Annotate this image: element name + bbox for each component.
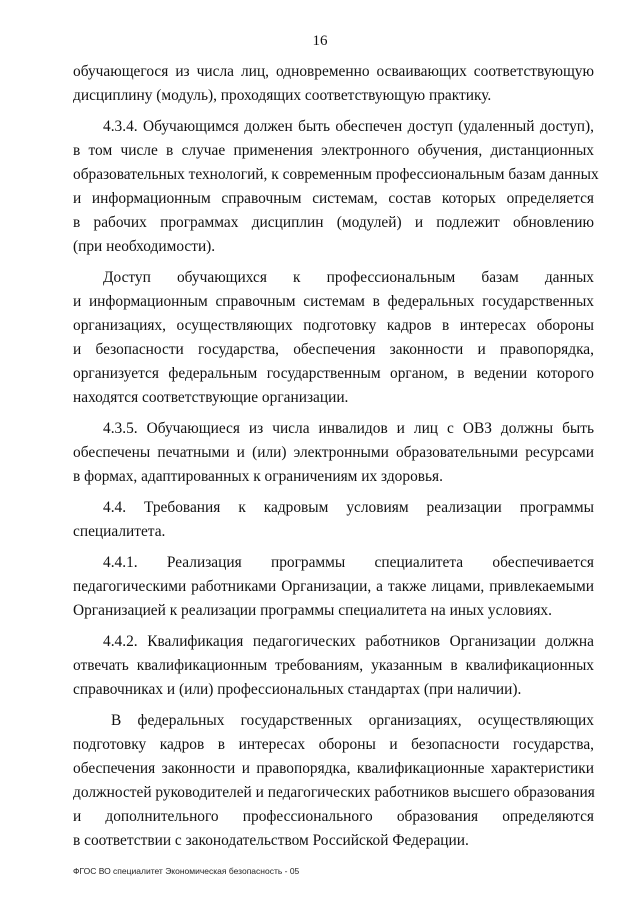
text-line: педагогическими работниками Организации, а также лицами, привлекаемыми bbox=[73, 578, 594, 595]
text-line: в рабочих программах дисциплин (модулей) и подлежит обновлению bbox=[73, 214, 594, 231]
text-line: образовательных технологий, к современным профессиональным базам данных bbox=[73, 166, 599, 183]
page-footer: ФГОС ВО специалитет Экономическая безопасность - 05 bbox=[73, 866, 300, 876]
section-heading-line: 4.4. Требования к кадровым условиям реализации программы bbox=[103, 499, 594, 516]
text-line: (при необходимости). bbox=[73, 238, 216, 255]
text-line: дисциплину (модуль), проходящих соответствующую практику. bbox=[73, 87, 492, 104]
paragraph-access bbox=[73, 266, 594, 410]
text-line: В федеральных государственных организациях, осуществляющих bbox=[111, 712, 594, 729]
text-line: 4.3.5. Обучающиеся из числа инвалидов и лиц с ОВЗ должны быть bbox=[103, 420, 594, 437]
paragraph-4-3-5 bbox=[73, 417, 594, 489]
paragraph-4-4-2 bbox=[73, 630, 594, 702]
text-line: в соответствии с законодательством Российской Федерации. bbox=[73, 832, 469, 849]
text-line: и информационным справочным системам, состав которых определяется bbox=[73, 190, 594, 207]
text-line: специалитета. bbox=[73, 523, 166, 540]
text-line: 4.4.1. Реализация программы специалитета обеспечивается bbox=[103, 554, 594, 571]
text-line: справочниках и (или) профессиональных стандартах (при наличии). bbox=[73, 681, 522, 698]
paragraph-continuation bbox=[73, 60, 594, 108]
text-line: и дополнительного профессионального образования определяются bbox=[73, 808, 594, 825]
text-line: и безопасности государства, обеспечения законности и правопорядка, bbox=[73, 341, 594, 358]
document-body bbox=[73, 60, 599, 860]
text-line: Организацией к реализации программы специалитета на иных условиях. bbox=[73, 602, 552, 619]
text-line: подготовку кадров в интересах обороны и безопасности государства, bbox=[73, 736, 594, 753]
page-number: 16 bbox=[312, 33, 328, 49]
paragraph-4-4 bbox=[73, 496, 594, 544]
paragraph-4-4-1 bbox=[73, 551, 594, 623]
text-line: должностей руководителей и педагогических работников высшего образования bbox=[73, 784, 595, 801]
text-line: организациях, осуществляющих подготовку кадров в интересах обороны bbox=[73, 317, 594, 334]
text-line: отвечать квалификационным требованиям, указанным в квалификационных bbox=[73, 657, 594, 674]
text-line: обеспечения законности и правопорядка, квалификационные характеристики bbox=[73, 760, 594, 777]
text-line: 4.3.4. Обучающимся должен быть обеспечен доступ (удаленный доступ), bbox=[103, 118, 594, 135]
paragraph-federal-organizations bbox=[73, 709, 594, 853]
text-line: обучающегося из числа лиц, одновременно осваивающих соответствующую bbox=[73, 63, 594, 80]
text-line: находятся соответствующие организации. bbox=[73, 389, 349, 406]
text-line: в том числе в случае применения электронного обучения, дистанционных bbox=[73, 142, 594, 159]
text-line: 4.4.2. Квалификация педагогических работников Организации должна bbox=[103, 633, 594, 650]
text-line: организуется федеральным государственным органом, в ведении которого bbox=[73, 365, 594, 382]
text-line: и информационным справочным системам в федеральных государственных bbox=[73, 293, 594, 310]
text-line: обеспечены печатными и (или) электронными образовательными ресурсами bbox=[73, 444, 594, 461]
paragraph-4-3-4 bbox=[73, 115, 599, 259]
text-line: Доступ обучающихся к профессиональным базам данных bbox=[103, 269, 594, 286]
text-line: в формах, адаптированных к ограничениям их здоровья. bbox=[73, 468, 443, 485]
